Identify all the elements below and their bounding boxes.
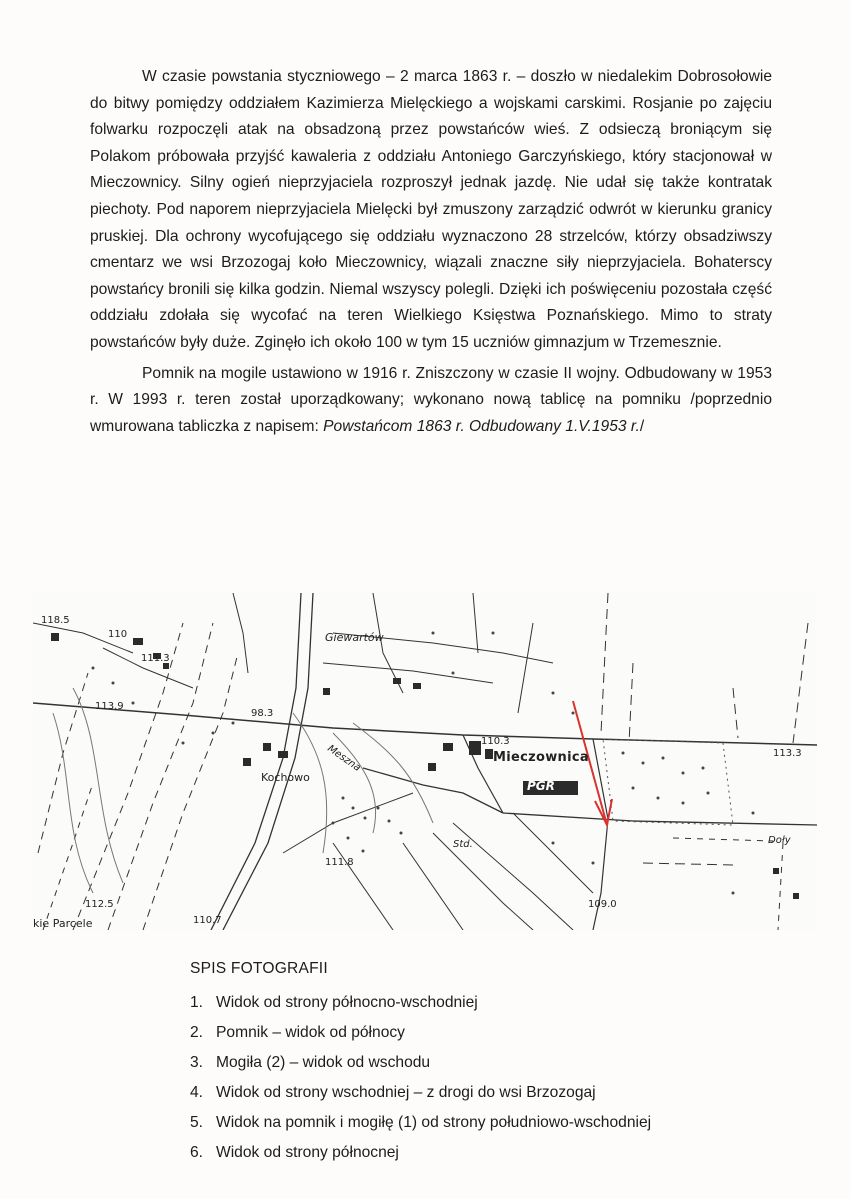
place-label-pgr: PGR [527,779,555,793]
paragraph-history: W czasie powstania styczniowego – 2 marca 1863 r. – doszło w niedalekim Dobrosołowie do bitwy pomiędzy oddziałem Kazimierza Mielęckiego a wojskami carskimi. Rosjanie po zajęciu folwarku rozpoczęli atak na obsadzoną przez powstańców wieś. Z odsieczą broniącym się Polakom próbowała przyjść kawaleria z oddziału Antoniego Garczyńskiego, który stacjonował w Mieczownicy. Silny ogień nieprzyjaciela rozproszył jednak jazdę. Nie udał się także kontratak piechoty. Pod naporem nieprzyjaciela Mielęcki był zmuszony zarządzić odwrót w kierunku granicy pruskiej. Dla ochrony wycofującego się oddziału wyznaczono 28 strzelców, którzy obsadziwszy cmentarz we wsi Brzozogaj koło Mieczownicy, wiązali znaczne siły nieprzyjaciela. Bohaterscy powstańcy bronili się kilka godzin. Niemal wszyscy polegli. Dzięki ich poświęceniu pozostała część oddziału zdołała się wycofać na teren Wielkiego Księstwa Poznańskiego. Mimo to straty powstańców były duże. Zginęło ich około 100 w tym 15 uczniów gimnazjum w Trzemesznie. [90,68,772,351]
list-item [190,1082,750,1112]
list-item-number: 1. [190,994,204,1011]
river-label-meszna: Meszna [325,743,363,774]
list-item-number: 2. [190,1024,204,1041]
elevation-label: 110.3 [481,736,510,747]
list-item-number: 4. [190,1084,204,1101]
map-drawing [33,593,817,930]
elevation-label: 111.3 [141,653,170,664]
plaque-inscription: Powstańcom 1863 r. Odbudowany 1.V.1953 r. [323,417,640,435]
list-item [190,1022,750,1052]
list-item-text: Widok od strony północnej [216,1144,399,1161]
elevation-label: 111.8 [325,857,354,868]
list-item [190,1142,750,1172]
list-item-text: Widok od strony wschodniej – z drogi do wsi Brzozogaj [216,1084,596,1101]
elevation-label: 110.7 [193,915,222,926]
location-map [33,593,817,930]
elevation-label: 113.3 [773,748,802,759]
list-item-text: Pomnik – widok od północy [216,1024,405,1041]
place-label-parcele: kie Parcele [33,917,93,930]
list-item-text: Mogiła (2) – widok od wschodu [216,1054,431,1071]
elevation-label: 112.5 [85,899,114,910]
paragraph-monument [90,361,772,441]
elevation-label: 113.9 [95,701,124,712]
body-text [90,64,772,440]
place-label-kochowo: Kochowo [261,771,310,784]
elevation-label: 118.5 [41,615,70,626]
place-label-mieczownica: Mieczownica [493,750,589,765]
elevation-label: 98.3 [251,708,274,719]
list-item-text: Widok na pomnik i mogiłę (1) od strony południowo-wschodniej [216,1114,652,1131]
list-item-number: 5. [190,1114,204,1131]
elevation-label: 109.0 [588,899,617,910]
place-label-doly: Doły [768,835,791,846]
list-item [190,1052,750,1082]
list-item [190,992,750,1022]
elevation-label: 110 [108,629,128,640]
paragraph-monument-text: Pomnik na mogile ustawiono w 1916 r. Zniszczony w czasie II wojny. Odbudowany w 1953 r. W 1993 r. teren został uporządkowany; wykonano nową tablicę na pomniku /poprzednio wmurowana tabliczka z napisem: [90,364,772,435]
paragraph-monument-end: / [639,417,645,435]
place-label-giewartow: Giewartów [325,631,384,644]
photo-list [190,960,750,1172]
label-std: Std. [453,839,473,850]
list-item-text: Widok od strony północno-wschodniej [216,994,478,1011]
photo-list-title: SPIS FOTOGRAFII [190,960,328,977]
list-item [190,1112,750,1142]
list-item-number: 6. [190,1144,204,1161]
list-item-number: 3. [190,1054,204,1071]
